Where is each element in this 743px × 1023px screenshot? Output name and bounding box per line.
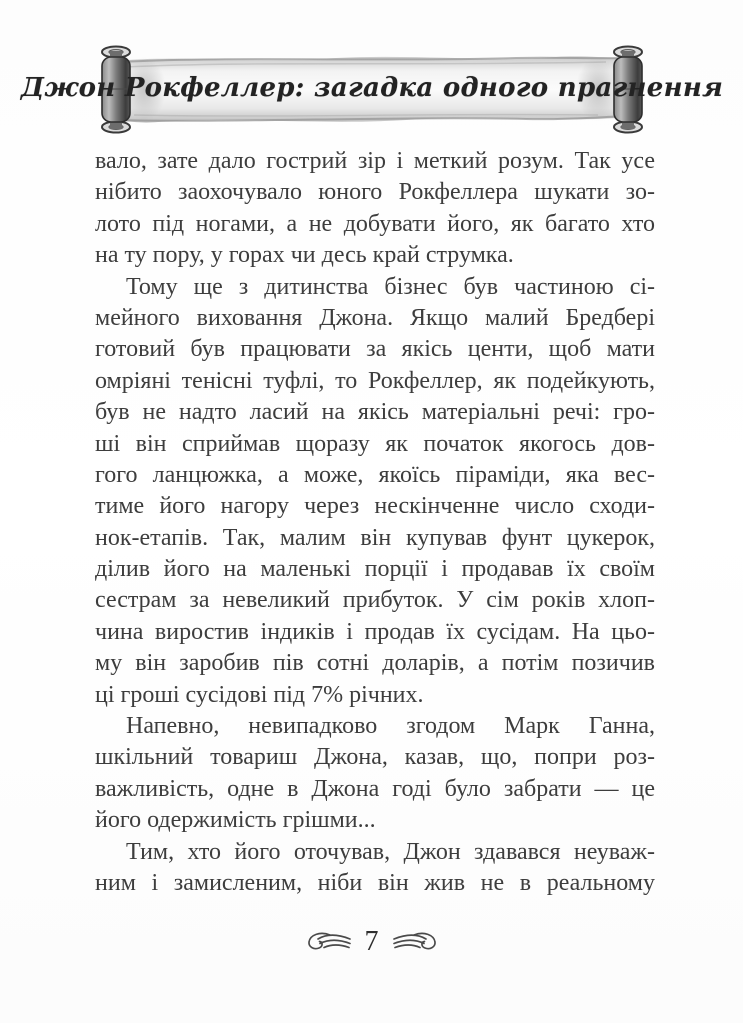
- paragraph: [95, 837, 655, 900]
- text-line: Напевно, невипадково згодом Марк Ганна,: [126, 713, 655, 740]
- text-line: ші він сприймав щоразу як початок якогось дов-: [95, 430, 655, 457]
- text-line: шкільний товариш Джона, казав, що, попри роз-: [95, 744, 655, 771]
- text-line: ці гроші сусідові під 7% річних.: [95, 681, 424, 708]
- text-line: омріяні тенісні туфлі, то Рокфеллер, як подейкують,: [95, 367, 655, 394]
- text-line: тиме його нагору через нескінченне число сходи-: [95, 493, 655, 520]
- text-line: був не надто ласий на якісь матеріальні речі: гро-: [95, 399, 655, 426]
- text-line: чина виростив індиків і продав їх сусідам. На цьо-: [95, 618, 655, 645]
- text-line: ділив його на маленькі порції і продавав їх своїм: [95, 556, 655, 583]
- text-line: на ту пору, у горах чи десь край струмка.: [95, 242, 514, 269]
- page-number: 7: [364, 926, 379, 957]
- chapter-title: Джон Рокфеллер: загадка одного прагнення: [20, 73, 724, 103]
- text-line: Тим, хто його оточував, Джон здавався неуваж-: [126, 838, 655, 865]
- text-line: Тому ще з дитинства бізнес був частиною сі-: [126, 273, 655, 300]
- chapter-title-banner: [20, 43, 724, 137]
- text-line: сестрам за невеликий прибуток. У сім років хлоп-: [95, 587, 655, 614]
- text-line: вало, зате дало гострий зір і меткий розум. Так усе: [95, 148, 655, 174]
- page-footer: [0, 920, 743, 964]
- text-line: лото під ногами, а не добувати його, як багато хто: [95, 210, 655, 237]
- text-line: важливість, одне в Джона годі було забрати — це: [95, 775, 655, 802]
- flourish-wave-left-icon: [306, 929, 352, 955]
- paragraph: [95, 272, 655, 711]
- flourish-wave-right-icon: [392, 929, 438, 955]
- paragraph: [95, 146, 655, 272]
- paragraph: [95, 711, 655, 837]
- text-line: мейного виховання Джона. Якщо малий Бредбері: [95, 304, 655, 331]
- text-line: гого ланцюжка, а може, якоїсь піраміди, яка вес-: [95, 461, 655, 488]
- text-line: ним і замисленим, ніби він жив не в реальному: [95, 869, 655, 896]
- text-line: його одержимість грішми...: [95, 807, 376, 834]
- text-block: [95, 146, 655, 899]
- text-line: готовий був працювати за якісь центи, щоб мати: [95, 336, 655, 363]
- text-line: нок-етапів. Так, малим він купував фунт цукерок,: [95, 524, 655, 551]
- text-line: му він заробив пів сотні доларів, а потім позичив: [95, 650, 655, 677]
- text-line: нібито заохочувало юного Рокфеллера шукати зо-: [95, 179, 655, 206]
